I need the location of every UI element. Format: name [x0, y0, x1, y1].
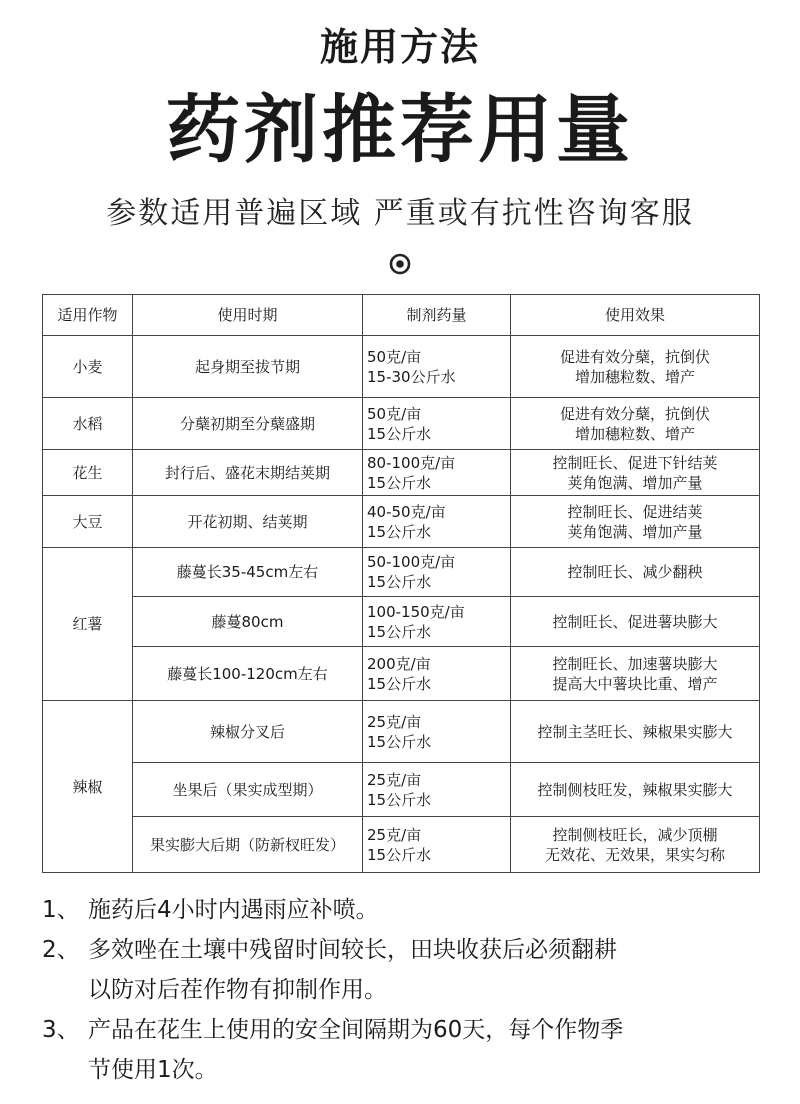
dosage-cell — [363, 817, 511, 873]
cell-line: 控制侧枝旺发，辣椒果实膨大 — [537, 780, 733, 799]
note-item — [42, 890, 762, 930]
period-cell: 藤蔓80cm — [133, 597, 363, 647]
notes-list — [42, 890, 762, 1090]
note-text: 多效唑在土壤中残留时间较长，田块收获后必须翻耕 — [88, 937, 617, 963]
period-cell: 藤蔓长100-120cm左右 — [133, 647, 363, 701]
dosage-cell — [363, 548, 511, 597]
cell-line: 15公斤水 — [367, 522, 432, 541]
cell-line: 15公斤水 — [367, 732, 432, 751]
cell-line: 50克/亩 — [367, 347, 422, 366]
page-title-small: 施用方法 — [319, 25, 480, 69]
cell-line: 15-30公斤水 — [367, 367, 456, 386]
period-cell: 起身期至拔节期 — [133, 336, 363, 398]
cell-line: 15公斤水 — [367, 424, 432, 443]
column-header-effect: 使用效果 — [511, 295, 760, 336]
period-cell: 开花初期、结荚期 — [133, 496, 363, 548]
cell-line: 控制旺长、促进结荚 — [567, 502, 703, 521]
page-title: 药剂推荐用量 — [166, 87, 634, 173]
cell-line: 25克/亩 — [367, 770, 422, 789]
table-row — [43, 336, 760, 398]
cell-line: 50克/亩 — [367, 404, 422, 423]
dosage-cell — [363, 647, 511, 701]
period-cell: 封行后、盛花末期结荚期 — [133, 450, 363, 496]
note-number: 3、 — [42, 1017, 80, 1043]
cell-line: 增加穗粒数、增产 — [574, 424, 695, 443]
note-item — [42, 930, 762, 1010]
cell-line: 控制侧枝旺长，减少顶棚 — [552, 825, 718, 844]
effect-cell — [511, 548, 760, 597]
effect-cell — [511, 450, 760, 496]
target-icon — [388, 252, 412, 276]
cell-line: 荚角饱满、增加产量 — [567, 522, 703, 541]
table-body — [43, 336, 760, 873]
note-number: 1、 — [42, 897, 80, 923]
table-row — [43, 398, 760, 450]
table-row — [43, 817, 760, 873]
cell-line: 15公斤水 — [367, 573, 432, 591]
cell-line: 100-150克/亩 — [367, 602, 465, 621]
dosage-cell — [363, 398, 511, 450]
effect-cell — [511, 647, 760, 701]
column-header-dosage: 制剂药量 — [363, 295, 511, 336]
cell-line: 荚角饱满、增加产量 — [567, 473, 703, 492]
table-row — [43, 763, 760, 817]
cell-line: 控制旺长、促进下针结荚 — [552, 453, 718, 472]
effect-cell — [511, 701, 760, 763]
cell-line: 无效花、无效果，果实匀称 — [544, 845, 725, 864]
note-text: 节使用1次。 — [88, 1057, 218, 1083]
crop-cell: 红薯 — [43, 548, 133, 701]
table-row — [43, 548, 760, 597]
crop-cell: 水稻 — [43, 398, 133, 450]
cell-line: 提高大中薯块比重、增产 — [552, 674, 718, 693]
cell-line: 控制旺长、促进薯块膨大 — [552, 612, 718, 631]
cell-line: 80-100克/亩 — [367, 453, 456, 472]
dosage-cell — [363, 597, 511, 647]
table-row — [43, 647, 760, 701]
cell-line: 200克/亩 — [367, 654, 431, 673]
dosage-cell — [363, 450, 511, 496]
period-cell: 藤蔓长35-45cm左右 — [133, 548, 363, 597]
cell-line: 促进有效分蘖，抗倒伏 — [559, 347, 710, 366]
cell-line: 控制旺长、加速薯块膨大 — [552, 654, 718, 673]
cell-line: 控制主茎旺长、辣椒果实膨大 — [537, 722, 733, 741]
note-text: 以防对后茬作物有抑制作用。 — [88, 977, 387, 1003]
dosage-table — [42, 294, 760, 873]
period-cell: 坐果后（果实成型期） — [133, 763, 363, 817]
cell-line: 15公斤水 — [367, 473, 432, 492]
cell-line: 增加穗粒数、增产 — [574, 367, 695, 386]
cell-line: 15公斤水 — [367, 845, 432, 864]
note-number: 2、 — [42, 937, 80, 963]
cell-line: 控制旺长、减少翻秧 — [567, 563, 703, 581]
crop-cell: 辣椒 — [43, 701, 133, 873]
cell-line: 15公斤水 — [367, 622, 432, 641]
dosage-cell — [363, 336, 511, 398]
table-header-row — [43, 295, 760, 336]
effect-cell — [511, 496, 760, 548]
period-cell: 果实膨大后期（防新杈旺发） — [133, 817, 363, 873]
column-header-period: 使用时期 — [133, 295, 363, 336]
cell-line: 25克/亩 — [367, 825, 422, 844]
cell-line: 25克/亩 — [367, 712, 422, 731]
cell-line: 15公斤水 — [367, 674, 432, 693]
cell-line: 促进有效分蘖，抗倒伏 — [559, 404, 710, 423]
table-row — [43, 496, 760, 548]
period-cell: 分蘖初期至分蘖盛期 — [133, 398, 363, 450]
note-text: 施药后4小时内遇雨应补喷。 — [88, 897, 379, 923]
dosage-cell — [363, 763, 511, 817]
cell-line: 40-50克/亩 — [367, 502, 446, 521]
table-row — [43, 597, 760, 647]
cell-line: 50-100克/亩 — [367, 553, 456, 571]
crop-cell: 大豆 — [43, 496, 133, 548]
dosage-cell — [363, 701, 511, 763]
effect-cell — [511, 597, 760, 647]
effect-cell — [511, 817, 760, 873]
note-item — [42, 1010, 762, 1090]
crop-cell: 小麦 — [43, 336, 133, 398]
column-header-crop: 适用作物 — [43, 295, 133, 336]
crop-cell: 花生 — [43, 450, 133, 496]
period-cell: 辣椒分叉后 — [133, 701, 363, 763]
dosage-cell — [363, 496, 511, 548]
effect-cell — [511, 336, 760, 398]
table-row — [43, 701, 760, 763]
effect-cell — [511, 398, 760, 450]
effect-cell — [511, 763, 760, 817]
page-subtitle: 参数适用普遍区域 严重或有抗性咨询客服 — [106, 196, 694, 231]
cell-line: 15公斤水 — [367, 790, 432, 809]
table-row — [43, 450, 760, 496]
note-text: 产品在花生上使用的安全间隔期为60天，每个作物季 — [88, 1017, 624, 1043]
